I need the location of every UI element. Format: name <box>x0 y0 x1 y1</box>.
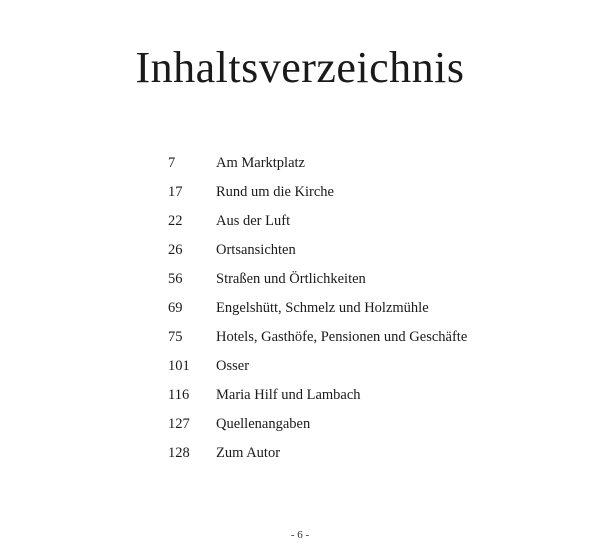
toc-chapter-title: Quellenangaben <box>216 416 311 432</box>
toc-entry <box>0 269 600 298</box>
toc-page-number: 17 <box>168 184 183 200</box>
toc-page-number: 116 <box>168 387 190 403</box>
toc-entry <box>0 153 600 182</box>
toc-entry <box>0 298 600 327</box>
toc-entry <box>0 356 600 385</box>
toc-entry <box>0 182 600 211</box>
toc-entry <box>0 385 600 414</box>
toc-chapter-title: Osser <box>216 358 250 374</box>
table-of-contents <box>0 153 600 472</box>
toc-entry <box>0 443 600 472</box>
toc-page-number: 128 <box>168 445 190 461</box>
toc-chapter-title: Am Marktplatz <box>216 155 305 171</box>
toc-page-number: 22 <box>168 213 183 229</box>
toc-entry <box>0 414 600 443</box>
toc-entry <box>0 240 600 269</box>
page-number: - 6 - <box>290 529 310 541</box>
toc-chapter-title: Engelshütt, Schmelz und Holzmühle <box>216 300 429 316</box>
toc-chapter-title: Rund um die Kirche <box>216 184 334 200</box>
toc-chapter-title: Zum Autor <box>216 445 281 461</box>
toc-page-number: 75 <box>168 329 183 345</box>
toc-chapter-title: Straßen und Örtlichkeiten <box>216 271 366 287</box>
toc-page-number: 127 <box>168 416 190 432</box>
toc-chapter-title: Aus der Luft <box>216 213 291 229</box>
toc-page-number: 26 <box>168 242 183 258</box>
toc-chapter-title: Ortsansichten <box>216 242 296 258</box>
toc-entry <box>0 327 600 356</box>
toc-page-number: 56 <box>168 271 183 287</box>
page-title: Inhaltsverzeichnis <box>135 43 465 92</box>
toc-page-number: 69 <box>168 300 183 316</box>
toc-chapter-title: Hotels, Gasthöfe, Pensionen und Geschäfte <box>216 329 468 345</box>
toc-chapter-title: Maria Hilf und Lambach <box>216 387 361 403</box>
toc-entry <box>0 211 600 240</box>
toc-page-number: 101 <box>168 358 190 374</box>
toc-page-number: 7 <box>168 155 176 171</box>
